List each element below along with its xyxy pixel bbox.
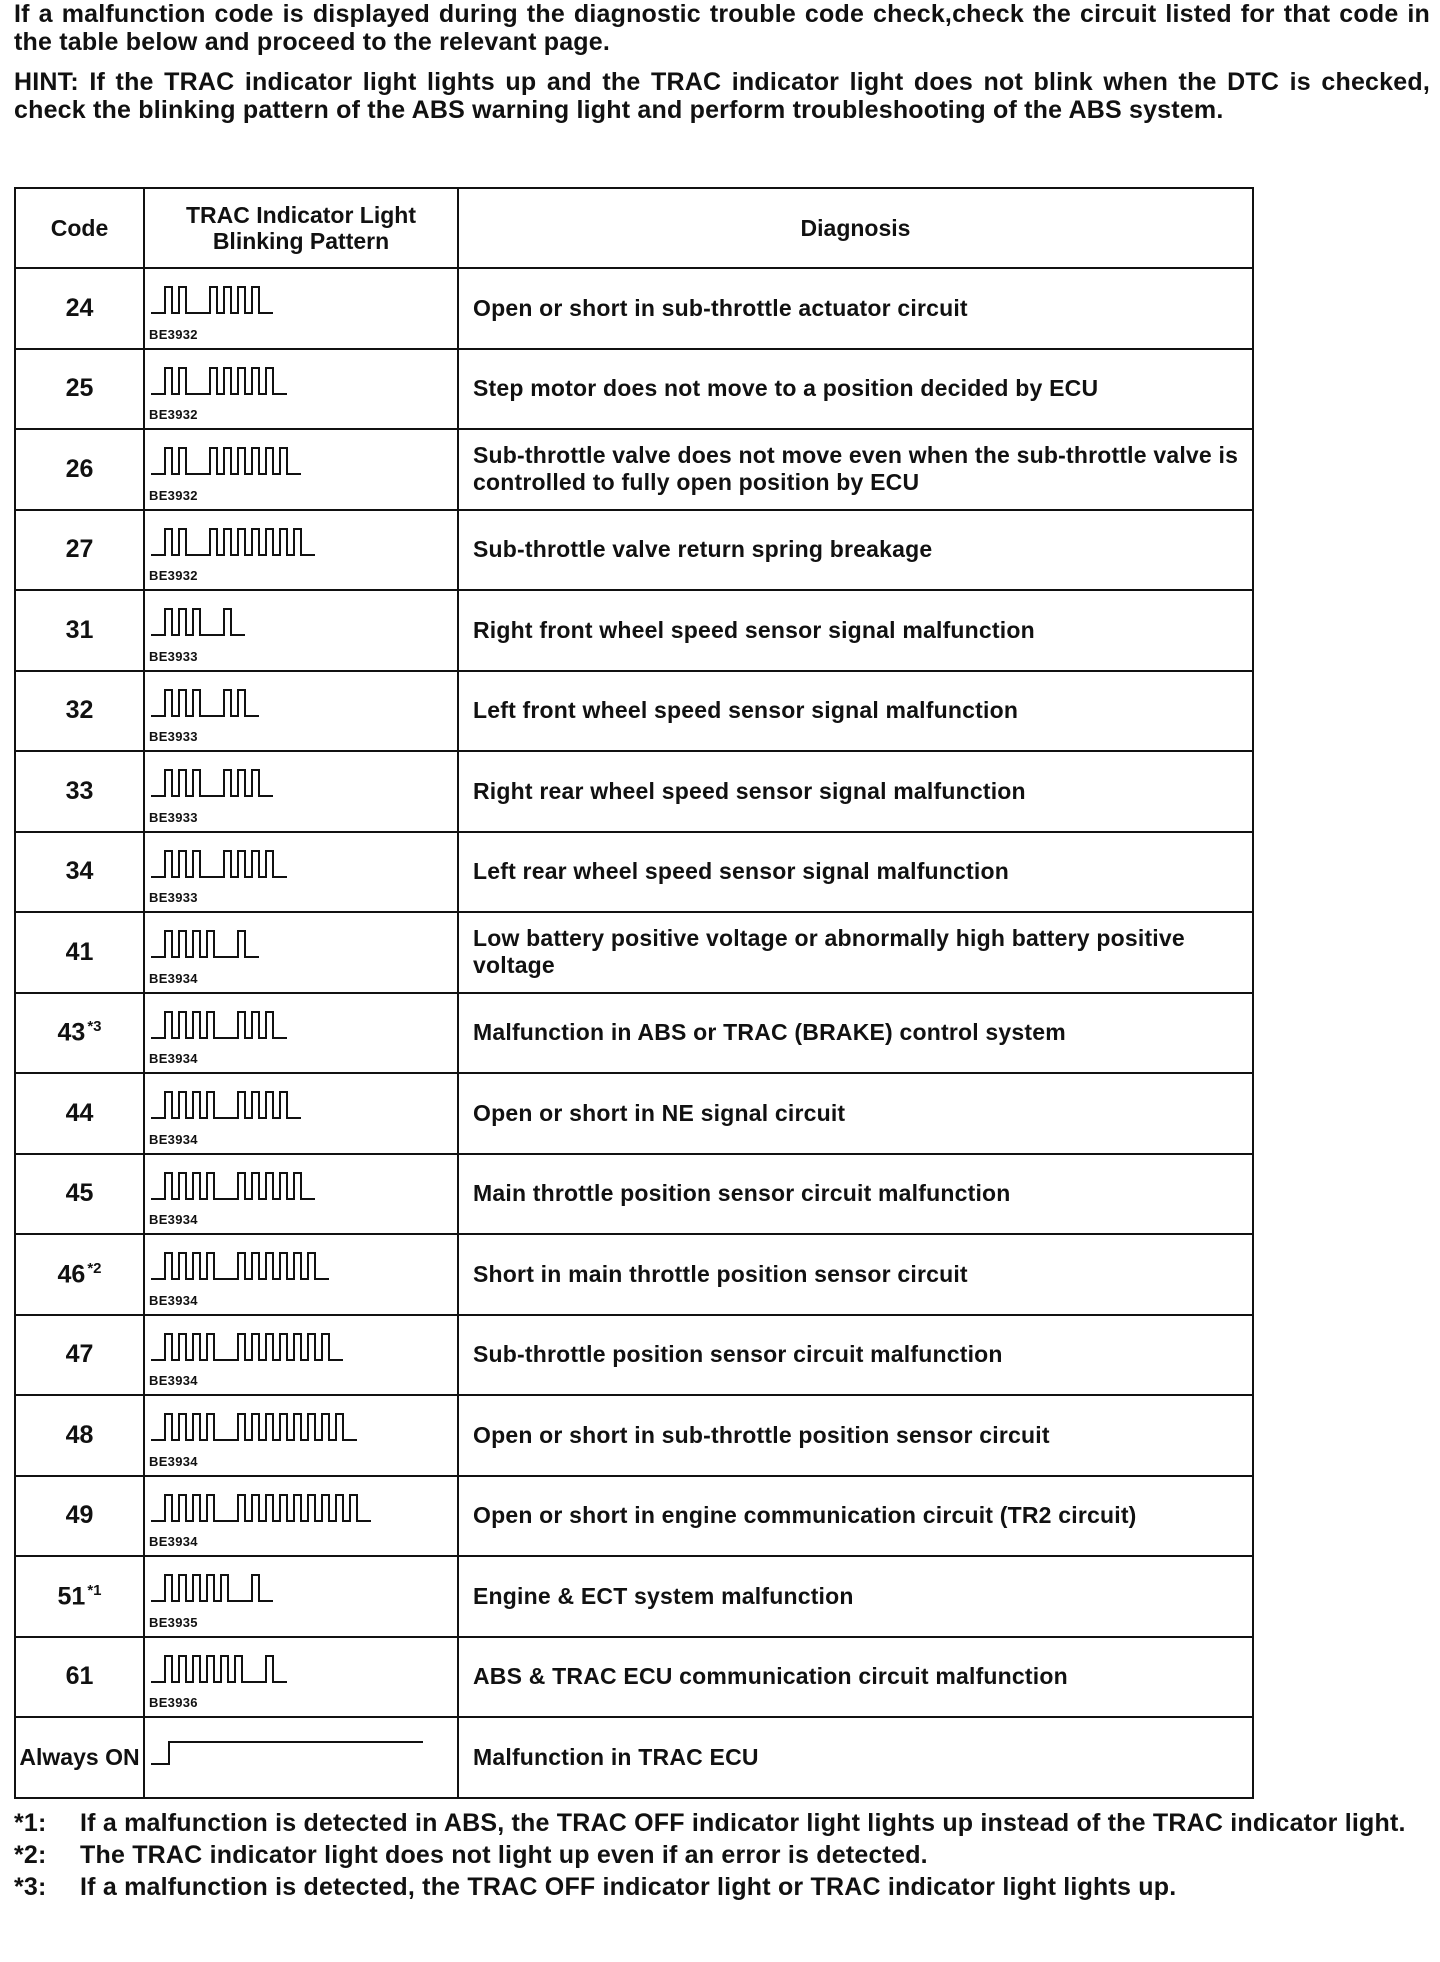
code-value: 51 <box>57 1581 86 1610</box>
row-blink-pattern <box>144 993 458 1074</box>
figure-id: BE3932 <box>149 487 198 503</box>
code-value: 31 <box>65 615 94 644</box>
figure-id: BE3933 <box>149 729 198 744</box>
blink-waveform-line <box>151 287 273 313</box>
row-diagnosis: Sub-throttle position sensor circuit malfunction <box>458 1315 1253 1396</box>
row-blink-pattern <box>144 1234 458 1315</box>
blink-waveform <box>151 1326 451 1366</box>
blink-waveform-line <box>151 770 273 796</box>
blink-waveform <box>151 1004 451 1044</box>
row-diagnosis: Open or short in NE signal circuit <box>458 1073 1253 1154</box>
figure-id: BE3932 <box>149 568 198 583</box>
blink-waveform <box>151 279 451 319</box>
row-code <box>15 1476 144 1557</box>
blink-waveform-line <box>151 1656 287 1682</box>
blink-waveform <box>151 1165 451 1205</box>
table-row <box>15 510 1253 591</box>
blink-waveform <box>151 1648 451 1688</box>
table-row <box>15 1395 1253 1476</box>
blink-waveform-line <box>151 448 301 474</box>
row-blink-pattern <box>144 832 458 913</box>
table-header-row <box>15 188 1253 268</box>
row-blink-pattern <box>144 1717 458 1798</box>
code-value: 47 <box>65 1340 94 1369</box>
footnote <box>14 1808 1430 1838</box>
table-row <box>15 1556 1253 1637</box>
row-diagnosis: Malfunction in ABS or TRAC (BRAKE) control system <box>458 993 1253 1074</box>
table-row <box>15 1073 1253 1154</box>
row-diagnosis: Engine & ECT system malfunction <box>458 1556 1253 1637</box>
footnote <box>14 1872 1430 1902</box>
row-blink-pattern <box>144 510 458 591</box>
blink-waveform-line <box>151 1414 357 1440</box>
row-diagnosis: Main throttle position sensor circuit malfunction <box>458 1154 1253 1235</box>
row-code <box>15 671 144 752</box>
table-row <box>15 671 1253 752</box>
table-row <box>15 349 1253 430</box>
row-diagnosis: Sub-throttle valve return spring breakage <box>458 510 1253 591</box>
blink-waveform-line <box>151 1012 287 1038</box>
footnote <box>14 1840 1430 1870</box>
footnote-text: The TRAC indicator light does not light up even if an error is detected. <box>80 1841 928 1869</box>
blink-waveform <box>151 1406 451 1446</box>
row-blink-pattern <box>144 1637 458 1718</box>
header-diagnosis: Diagnosis <box>458 188 1253 268</box>
row-blink-pattern <box>144 1154 458 1235</box>
row-code <box>15 751 144 832</box>
row-code <box>15 1234 144 1315</box>
row-code <box>15 429 144 510</box>
dtc-table <box>14 187 1254 1799</box>
row-blink-pattern <box>144 1073 458 1154</box>
figure-id: BE3934 <box>149 1131 198 1147</box>
code-value: 41 <box>65 937 94 966</box>
figure-id: BE3936 <box>149 1695 198 1710</box>
row-code <box>15 993 144 1074</box>
footnotes <box>14 1808 1430 1904</box>
code-value: 34 <box>65 857 94 886</box>
blink-waveform-line <box>151 1495 371 1521</box>
row-diagnosis: Open or short in sub-throttle position sensor circuit <box>458 1395 1253 1476</box>
figure-id: BE3932 <box>149 326 198 342</box>
blink-waveform <box>151 601 451 641</box>
table-row <box>15 1717 1253 1798</box>
code-footnote-mark: *3 <box>87 1018 102 1036</box>
row-code <box>15 1315 144 1396</box>
figure-id: BE3932 <box>149 407 198 422</box>
figure-id: BE3934 <box>149 1534 198 1549</box>
row-blink-pattern <box>144 671 458 752</box>
footnote-text: If a malfunction is detected, the TRAC OFF indicator light or TRAC indicator light lights up. <box>80 1873 1177 1901</box>
row-code <box>15 832 144 913</box>
blink-waveform-line <box>151 1092 301 1118</box>
footnote-mark: *1: <box>14 1809 47 1837</box>
header-pattern-line1: TRAC Indicator Light <box>186 202 416 228</box>
footnote-mark: *2: <box>14 1841 47 1869</box>
figure-id: BE3933 <box>149 890 198 905</box>
blink-waveform <box>151 923 451 963</box>
row-blink-pattern <box>144 751 458 832</box>
row-code <box>15 912 144 993</box>
row-blink-pattern <box>144 1476 458 1557</box>
code-value: 46 <box>57 1259 86 1288</box>
row-diagnosis: Open or short in sub-throttle actuator circuit <box>458 268 1253 349</box>
intro-paragraph: If a malfunction code is displayed during the diagnostic trouble code check,check the circuit listed for that code in the table below and proceed to the relevant page. <box>14 0 1430 56</box>
figure-id: BE3934 <box>149 1373 198 1388</box>
row-diagnosis: Step motor does not move to a position decided by ECU <box>458 349 1253 430</box>
figure-id: BE3934 <box>149 970 198 986</box>
row-code <box>15 1556 144 1637</box>
blink-waveform-line <box>151 690 259 716</box>
row-blink-pattern <box>144 268 458 349</box>
row-blink-pattern <box>144 912 458 993</box>
blink-waveform <box>151 1245 451 1285</box>
blink-waveform-line <box>151 368 287 394</box>
figure-id: BE3934 <box>149 1292 198 1308</box>
blink-waveform-line <box>151 609 245 635</box>
blink-waveform-line <box>151 1575 273 1601</box>
blink-waveform-line <box>151 529 315 555</box>
footnote-text: If a malfunction is detected in ABS, the TRAC OFF indicator light lights up instead of the TRAC indicator light. <box>80 1809 1406 1837</box>
code-value: 44 <box>65 1098 94 1127</box>
dtc-table-body <box>15 268 1253 1798</box>
code-value: Always ON <box>19 1743 140 1770</box>
code-value: 48 <box>65 1420 94 1449</box>
row-diagnosis: Malfunction in TRAC ECU <box>458 1717 1253 1798</box>
row-diagnosis: Right front wheel speed sensor signal malfunction <box>458 590 1253 671</box>
table-row <box>15 1476 1253 1557</box>
row-diagnosis: Open or short in engine communication circuit (TR2 circuit) <box>458 1476 1253 1557</box>
row-diagnosis: Left rear wheel speed sensor signal malfunction <box>458 832 1253 913</box>
row-blink-pattern <box>144 429 458 510</box>
figure-id: BE3933 <box>149 809 198 825</box>
row-blink-pattern <box>144 349 458 430</box>
row-diagnosis: Left front wheel speed sensor signal malfunction <box>458 671 1253 752</box>
table-row <box>15 993 1253 1074</box>
code-value: 49 <box>65 1501 94 1530</box>
code-footnote-mark: *1 <box>87 1581 102 1599</box>
header-pattern <box>144 188 458 268</box>
blink-waveform <box>151 1567 451 1607</box>
blink-waveform-line <box>151 851 287 877</box>
intro-text <box>14 0 1430 124</box>
blink-waveform-line <box>151 1742 423 1764</box>
row-code <box>15 1637 144 1718</box>
code-value: 25 <box>65 374 94 403</box>
row-code <box>15 1717 144 1798</box>
row-code <box>15 510 144 591</box>
blink-waveform <box>151 843 451 883</box>
table-row <box>15 268 1253 349</box>
header-code: Code <box>15 188 144 268</box>
row-diagnosis: Sub-throttle valve does not move even when the sub-throttle valve is controlled to fully open position by ECU <box>458 429 1253 510</box>
hint-paragraph: HINT: If the TRAC indicator light lights up and the TRAC indicator light does not blink when the DTC is checked, check the blinking pattern of the ABS warning light and perform troubleshooting of the ABS system. <box>14 68 1430 124</box>
row-diagnosis: Right rear wheel speed sensor signal malfunction <box>458 751 1253 832</box>
row-code <box>15 1154 144 1235</box>
blink-waveform <box>151 440 451 480</box>
table-row <box>15 1637 1253 1718</box>
figure-id: BE3933 <box>149 648 198 664</box>
table-row <box>15 1234 1253 1315</box>
row-blink-pattern <box>144 1315 458 1396</box>
code-value: 33 <box>65 776 94 805</box>
blink-waveform-line <box>151 1334 343 1360</box>
row-diagnosis: ABS & TRAC ECU communication circuit malfunction <box>458 1637 1253 1718</box>
row-diagnosis: Short in main throttle position sensor circuit <box>458 1234 1253 1315</box>
table-row <box>15 429 1253 510</box>
blink-waveform <box>151 360 451 400</box>
code-value: 61 <box>65 1662 94 1691</box>
blink-waveform <box>151 1084 451 1124</box>
figure-id: BE3934 <box>149 1051 198 1066</box>
blink-waveform <box>151 521 451 561</box>
table-row <box>15 832 1253 913</box>
blink-waveform <box>151 682 451 722</box>
figure-id: BE3935 <box>149 1614 198 1630</box>
row-diagnosis: Low battery positive voltage or abnormally high battery positive voltage <box>458 912 1253 993</box>
code-value: 26 <box>65 454 94 483</box>
code-value: 43 <box>57 1018 86 1047</box>
row-code <box>15 1395 144 1476</box>
blink-waveform <box>151 762 451 802</box>
row-code <box>15 349 144 430</box>
row-code <box>15 590 144 671</box>
code-value: 24 <box>65 293 94 322</box>
row-blink-pattern <box>144 1556 458 1637</box>
header-pattern-line2: Blinking Pattern <box>212 228 390 254</box>
table-row <box>15 912 1253 993</box>
table-row <box>15 1315 1253 1396</box>
row-code <box>15 1073 144 1154</box>
code-value: 32 <box>65 696 94 725</box>
blink-waveform-line <box>151 931 259 957</box>
row-blink-pattern <box>144 590 458 671</box>
code-value: 27 <box>65 535 94 564</box>
code-footnote-mark: *2 <box>87 1259 102 1277</box>
table-row <box>15 590 1253 671</box>
row-blink-pattern <box>144 1395 458 1476</box>
figure-id: BE3934 <box>149 1212 198 1227</box>
figure-id: BE3934 <box>149 1453 198 1469</box>
blink-waveform <box>151 1487 451 1527</box>
table-row <box>15 1154 1253 1235</box>
blink-waveform <box>151 1728 451 1768</box>
blink-waveform-line <box>151 1253 329 1279</box>
blink-waveform-line <box>151 1173 315 1199</box>
table-row <box>15 751 1253 832</box>
footnote-mark: *3: <box>14 1873 47 1901</box>
row-code <box>15 268 144 349</box>
code-value: 45 <box>65 1179 94 1208</box>
